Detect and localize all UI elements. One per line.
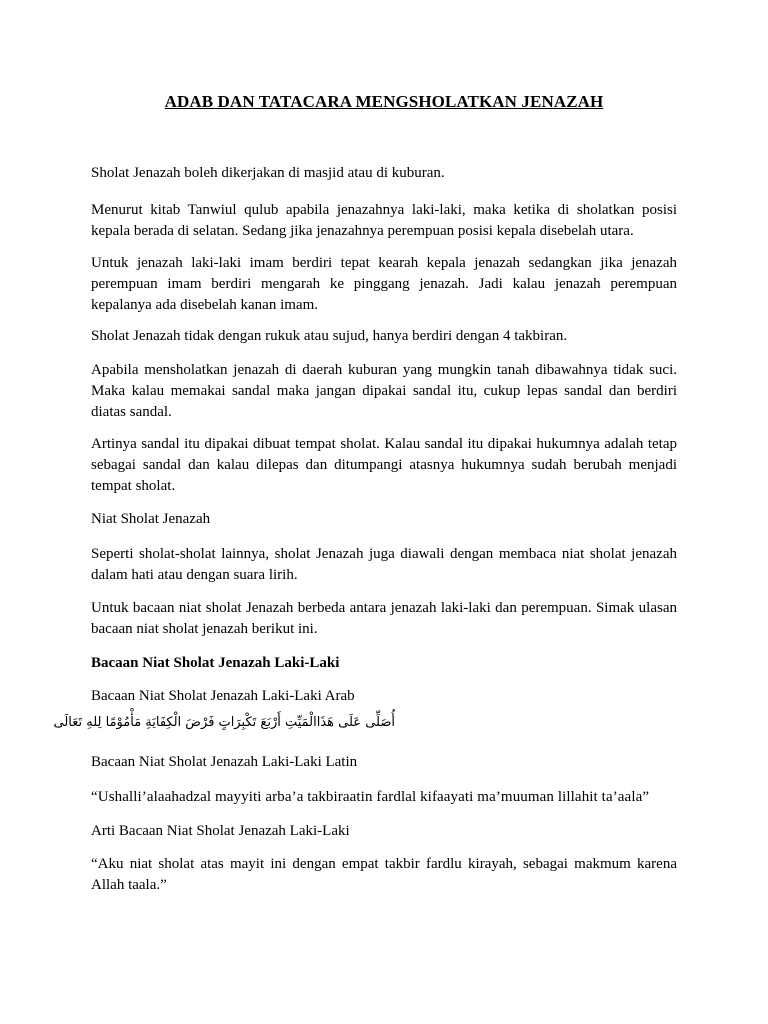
arabic-niat-text: أُصَلِّى عَلَى هَذَاالْمَيِّتِ أَرْبَعَ تَكْبِرَاتٍ فَرْضَ الْكِفَايَةِ مَأْمُوْمًا لِلهِ تَعَالَى	[53, 715, 395, 730]
document-title: ADAB DAN TATACARA MENGSHOLATKAN JENAZAH	[164, 92, 604, 111]
latin-label: Bacaan Niat Sholat Jenazah Laki-Laki Latin	[91, 754, 358, 770]
meaning-text: “Aku niat sholat atas mayit ini dengan empat takbir fardlu kirayah, sebagai makmum karena Allah taala.”	[91, 856, 677, 893]
paragraph-niat-intro: Seperti sholat-sholat lainnya, sholat Jenazah juga diawali dengan membaca niat sholat jenazah dalam hati atau dengan suara lirih.	[91, 546, 677, 583]
meaning-label: Arti Bacaan Niat Sholat Jenazah Laki-Laki	[91, 823, 350, 839]
paragraph-imam-position: Untuk jenazah laki-laki imam berdiri tepat kearah kepala jenazah sedangkan jika jenazah perempuan imam berdiri mengarah ke pinggang jenazah. Jadi kalau jenazah perempuan kepalanya ada disebelah kanan imam.	[91, 255, 677, 313]
arab-label: Bacaan Niat Sholat Jenazah Laki-Laki Arab	[91, 688, 355, 704]
paragraph-sandal-meaning: Artinya sandal itu dipakai dibuat tempat sholat. Kalau sandal itu dipakai hukumnya adalah tetap sebagai sandal dan kalau dilepas dan ditumpangi atasnya hukumnya sudah berubah menjadi tempat sholat.	[91, 436, 677, 494]
paragraph-niat-heading: Niat Sholat Jenazah	[91, 511, 211, 527]
paragraph-location: Sholat Jenazah boleh dikerjakan di masjid atau di kuburan.	[91, 165, 445, 181]
latin-niat-text: “Ushalli’alaahadzal mayyiti arba’a takbiraatin fardlal kifaayati ma’muuman lillahit ta’aala”	[91, 789, 650, 805]
paragraph-sandal: Apabila mensholatkan jenazah di daerah kuburan yang mungkin tanah dibawahnya tidak suci. Maka kalau memakai sandal maka jangan dipakai sandal itu, cukup lepas sandal dan berdiri diatas sandal.	[91, 362, 677, 420]
section-heading: Bacaan Niat Sholat Jenazah Laki-Laki	[91, 655, 340, 671]
paragraph-head-position: Menurut kitab Tanwiul qulub apabila jenazahnya laki-laki, maka ketika di sholatkan posisi kepala berada di selatan. Sedang jika jenazahnya perempuan posisi kepala disebelah utara.	[91, 202, 677, 239]
paragraph-takbir: Sholat Jenazah tidak dengan rukuk atau sujud, hanya berdiri dengan 4 takbiran.	[91, 328, 568, 344]
paragraph-niat-difference: Untuk bacaan niat sholat Jenazah berbeda antara jenazah laki-laki dan perempuan. Simak ulasan bacaan niat sholat jenazah berikut ini.	[91, 600, 677, 637]
